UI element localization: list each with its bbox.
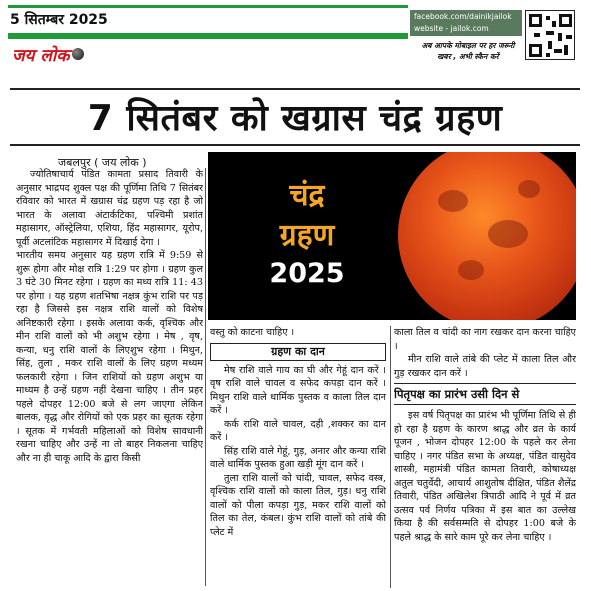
issue-date: 5 सितम्बर 2025 bbox=[10, 12, 108, 28]
article-headline: 7 सितंबर को खग्रास चंद्र ग्रहण bbox=[87, 98, 503, 139]
image-title-line-1: चंद्र bbox=[289, 178, 325, 213]
article-column-3 bbox=[394, 326, 576, 588]
logo-text: जय लोक bbox=[12, 45, 70, 66]
column-divider bbox=[205, 168, 206, 586]
lunar-eclipse-image bbox=[208, 152, 576, 320]
column-divider bbox=[390, 326, 391, 588]
promo-text: अब आपके मोबाइल पर हर जरूरी खबर , अभी स्कैन करें bbox=[421, 41, 515, 61]
subheading-donation: ग्रहण का दान bbox=[210, 343, 386, 361]
image-title bbox=[232, 176, 382, 256]
paragraph: काला तिल व चांदी का नाग रखकर दान करना चाहिए । bbox=[394, 327, 576, 352]
logo-ball-icon bbox=[72, 48, 84, 60]
byline: जबलपुर ( जय लोक ) bbox=[58, 156, 147, 169]
paragraph: ज्योतिषाचार्य पंडित कामता प्रसाद तिवारी के अनुसार भाद्रपद शुक्ल पक्ष की पूर्णिमा तिथि 7 सितंबर रविवार को भारत में खग्रास चंद्र ग्रहण पड़ रहा है जो भारत के अलावा अंटार्कटिका, पश्चिमी प्रशांत महासागर, ऑस्ट्रेलिया, एशिया, हिंद महासागर, यूरोप, पूर्वी अटलांटिक महासागर में दिखाई देगा । bbox=[16, 169, 203, 248]
image-year: 2025 bbox=[269, 258, 345, 289]
article-column-2 bbox=[210, 326, 386, 588]
article-column-1 bbox=[16, 168, 203, 586]
paragraph: इस वर्ष पितृपक्ष का प्रारंभ भी पूर्णिमा तिथि से ही हो रहा है ग्रहण के कारण श्राद्ध और व्रत के कार्य पूजन , भोजन दोपहर 12:00 के पहले कर लेना चाहिए । नगर पंडित सभा के अध्यक्ष, पंडित वासुदेव शास्त्री, महामंत्री पंडित कामता तिवारी, कोषाध्यक्ष अतुल चतुर्वेदी, आचार्य आशुतोष दीक्षित, पंडित शैलेंद्र तिवारी, पंडित अखिलेश त्रिपाठी आदि ने पूर्व में व्रत उत्सव पर्व निर्णय पत्रिका में इस बात का उल्लेख किया है की सर्वसम्मति से दोपहर 1:00 बजे के पहले श्राद्ध के सारे काम पूरे कर लेना चाहिए । bbox=[394, 410, 576, 543]
subheading-pitru-paksha: पितृपक्ष का प्रारंभ उसी दिन से bbox=[394, 383, 576, 405]
paragraph: सिंह राशि वाले गेहूं, गुड़, अनार और कन्या राशि वाले धार्मिक पुस्तक हुआ खड़ी मूंग दान करें । bbox=[210, 445, 386, 470]
headline-box bbox=[10, 88, 580, 146]
paragraph: मीन राशि वाले तांबे की प्लेट में काला तिल और गुड़ रखकर दान करें । bbox=[394, 354, 576, 379]
paragraph: वस्तु को काटना चाहिए । bbox=[210, 327, 295, 338]
masthead-rule bbox=[8, 33, 408, 39]
newspaper-logo bbox=[12, 41, 84, 67]
blood-moon-icon bbox=[398, 152, 576, 320]
paragraph: तुला राशि वालों को चांदी, चावल, सफेद वस्त्र, वृश्चिक राशि वालों को काला तिल, गुड़। धनु राशि वालों को पीला कपड़ा गुड़, मकर राशि वालों को तिल का तेल, कंबल। कुंभ राशि वालों को तांबे की प्लेट में bbox=[210, 472, 386, 538]
facebook-link[interactable]: facebook.com/dainikjailok bbox=[414, 12, 512, 21]
image-title-line-2: ग्रहण bbox=[279, 218, 335, 253]
masthead-top-rule bbox=[8, 5, 408, 8]
social-links-box bbox=[410, 10, 522, 36]
website-link[interactable]: website - jailok.com bbox=[414, 24, 489, 33]
paragraph: कर्क राशि वाले चावल, दही ,शक्कर का दान करें । bbox=[210, 418, 386, 443]
paragraph: भारतीय समय अनुसार यह ग्रहण रात्रि में 9:59 से शुरू होगा और मोक्ष रात्रि 1:29 पर होगा । ग्रहण कुल 3 घंटे 30 मिनट रहेगा । ग्रहण का मध्य रात्रि 11: 43 पर होगा । यह ग्रहण शतभिषा नक्षत्र कुंभ राशि पर पड़ रहा है जिससे इस नक्षत्र राशि वालों को विशेष अनिष्टकारी रहेगा । इसके अलावा कर्क, वृश्चिक और मीन राशि वालों को भी अशुभ रहेगा । मेष , वृष, कन्या, धनु राशि वालों के लिएशुभ रहेगा । मिथुन, सिंह, तुला , मकर राशि वालों के लिए ग्रहण मध्यम फलकारी रहेगा । जिन राशियों को ग्रहण अशुभ या माध्यम है उन्हें ग्रहण नहीं देखना चाहिए । तीन प्रहर पहले दोपहर 12:00 बजे से लग जाएगा लेकिन बालक, वृद्ध और रोगियों को एक प्रहर का सूतक रहेगा । सूतक में गर्भवती महिलाओं को विशेष सावधानी रखना चाहिए और उन्हें ना तो बाहर निकलना चाहिए और ना ही चाकू आदि के द्वारा किसी bbox=[16, 250, 203, 464]
paragraph: मेष राशि वाले गाय का घी और गेहूं दान करें । वृष राशि वाले चावल व सफेद कपड़ा दान करें । मिथुन राशि वाले धार्मिक पुस्तक व काला तिल दान करें । bbox=[210, 364, 386, 416]
qr-code-icon[interactable] bbox=[525, 10, 575, 60]
